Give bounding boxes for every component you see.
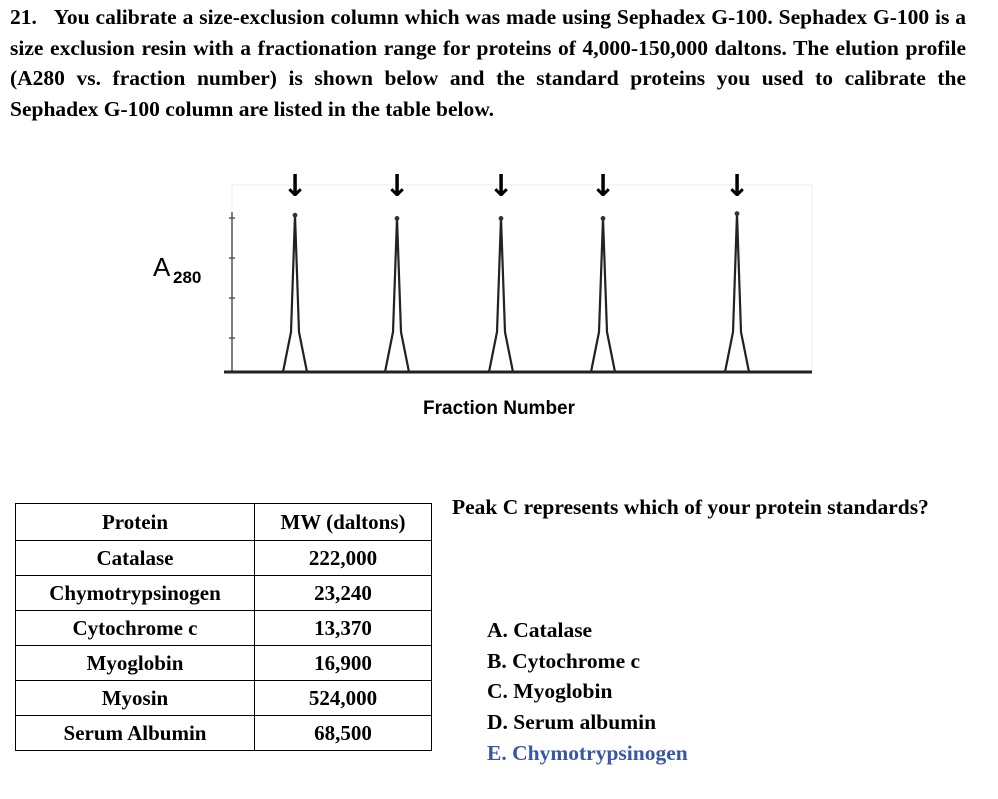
question-number: 21. — [10, 5, 37, 29]
molecular-weight-cell: 13,370 — [255, 611, 432, 646]
choice-text: Chymotrypsinogen — [512, 740, 688, 765]
choice-letter: A. — [487, 618, 514, 642]
peak-e-arrow-icon: ↓ — [724, 169, 750, 204]
protein-name-cell: Cytochrome c — [16, 611, 255, 646]
table-row — [16, 576, 432, 611]
choice-letter: B. — [487, 648, 513, 673]
protein-name-cell: Myosin — [16, 681, 255, 716]
peak-a — [283, 215, 307, 372]
peak-b-apex — [395, 216, 400, 221]
question-body: You calibrate a size-exclusion column which was made using Sephadex G-100. Sephadex G-100 is a size exclusion resin with a fractionation range for proteins of 4,000-150,000 daltons. The elution profile (A280 vs. fraction number) is shown below and the standard proteins you used to calibrate the Sephadex G-100 column are listed in the table below. — [10, 5, 966, 121]
answer-choice[interactable] — [487, 738, 688, 769]
plot-frame — [232, 185, 812, 372]
table-row — [16, 716, 432, 751]
table-header-cell: Protein — [16, 504, 255, 541]
peak-a-arrow-icon: ↓ — [282, 169, 308, 204]
choice-letter: D. — [487, 710, 514, 735]
peak-d-apex — [601, 216, 606, 221]
protein-standards-table — [15, 503, 432, 751]
molecular-weight-cell: 16,900 — [255, 646, 432, 681]
peak-b-arrow-icon: ↓ — [384, 169, 410, 204]
x-axis-label: Fraction Number — [423, 398, 576, 419]
answer-choice[interactable] — [487, 676, 688, 707]
y-axis-label-subscript: 280 — [173, 268, 202, 287]
table-row — [16, 681, 432, 716]
peak-c-apex — [499, 216, 504, 221]
protein-standards-table-wrapper — [15, 503, 432, 751]
peak-e-apex — [735, 211, 740, 216]
protein-name-cell: Myoglobin — [16, 646, 255, 681]
answer-choice[interactable] — [487, 646, 688, 677]
molecular-weight-cell: 23,240 — [255, 576, 432, 611]
choice-text: Catalase — [513, 618, 593, 642]
molecular-weight-cell: 524,000 — [255, 681, 432, 716]
answer-choice[interactable] — [487, 615, 688, 646]
peak-a-apex — [293, 213, 298, 218]
peak-d — [591, 218, 615, 372]
protein-name-cell: Serum Albumin — [16, 716, 255, 751]
molecular-weight-cell: 68,500 — [255, 716, 432, 751]
protein-name-cell: Catalase — [16, 541, 255, 576]
peak-e — [725, 214, 749, 372]
table-header-cell: MW (daltons) — [255, 504, 432, 541]
question-text — [10, 2, 966, 124]
choice-letter: E. — [487, 740, 513, 765]
molecular-weight-cell: 222,000 — [255, 541, 432, 576]
choice-text: Cytochrome c — [512, 648, 641, 673]
peak-c-arrow-icon: ↓ — [488, 169, 514, 204]
answer-choices — [487, 615, 688, 769]
table-row — [16, 611, 432, 646]
sub-question-prompt: Peak C represents which of your protein standards? — [452, 495, 929, 519]
peak-c — [489, 218, 513, 372]
answer-choice[interactable] — [487, 707, 688, 738]
peak-d-arrow-icon: ↓ — [590, 169, 616, 204]
choice-letter: C. — [487, 679, 514, 704]
table-row — [16, 541, 432, 576]
choice-text: Myoglobin — [513, 679, 613, 704]
table-row — [16, 646, 432, 681]
choice-text: Serum albumin — [513, 710, 657, 735]
table-header-row — [16, 504, 432, 541]
peaks-layer — [224, 169, 812, 372]
y-axis-label: A — [153, 252, 171, 282]
peak-b — [385, 218, 409, 372]
protein-name-cell: Chymotrypsinogen — [16, 576, 255, 611]
elution-profile-chart — [0, 150, 998, 440]
